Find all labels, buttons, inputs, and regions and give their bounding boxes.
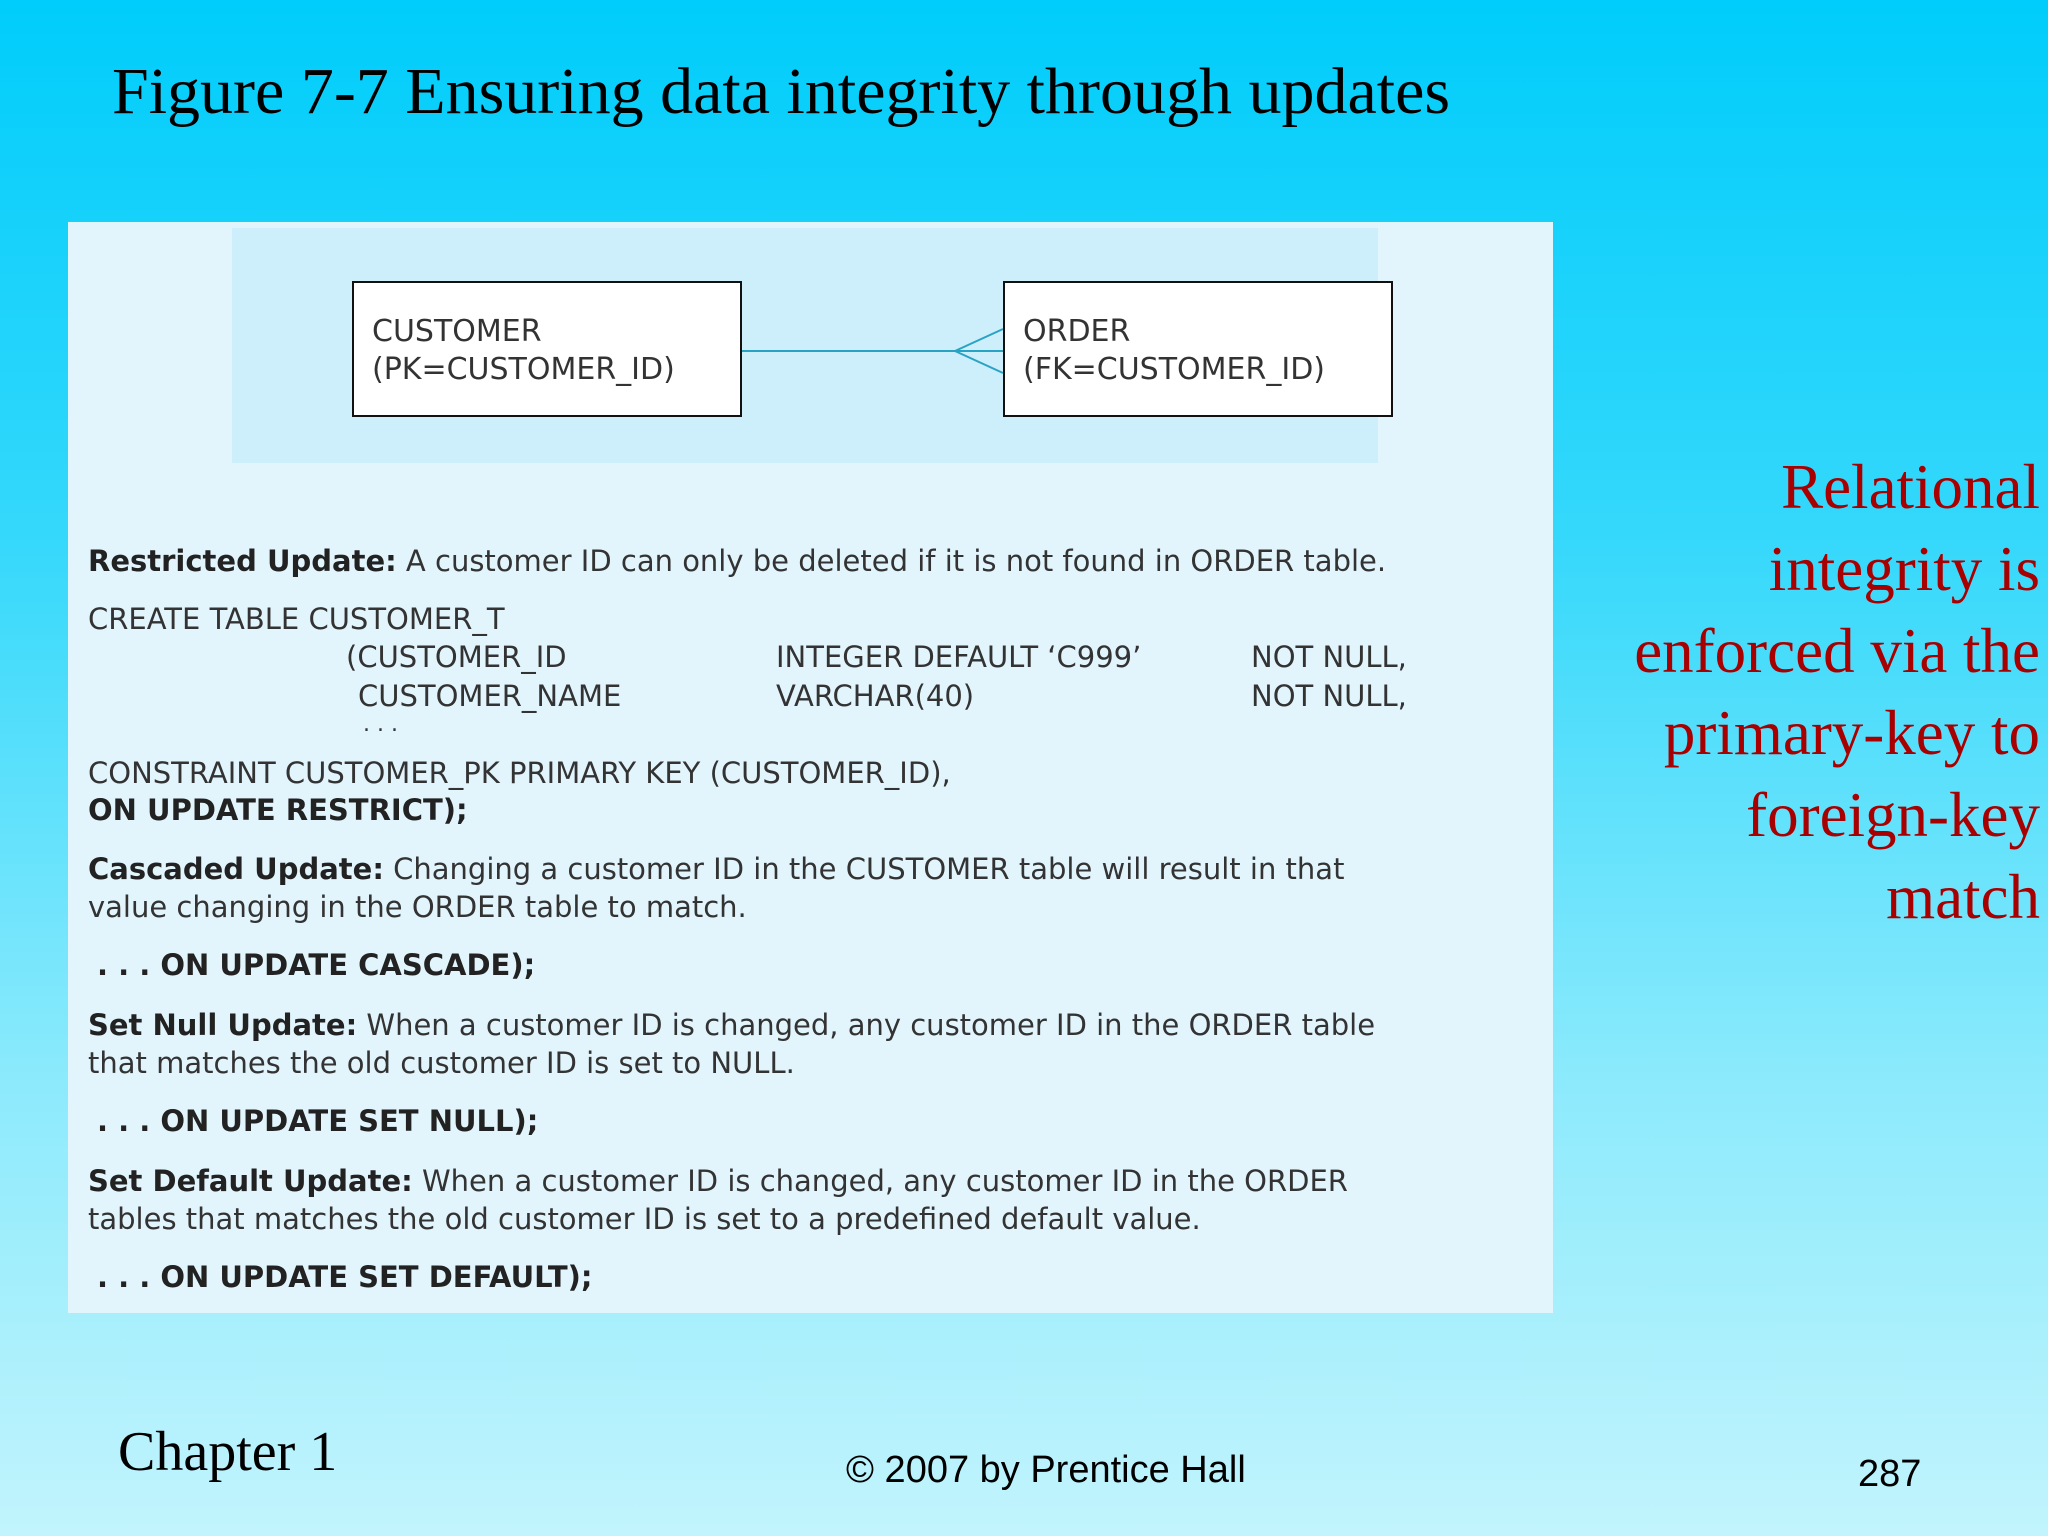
cascaded-update-text-2: value changing in the ORDER table to match. xyxy=(88,890,747,924)
cascaded-update-text-1: Changing a customer ID in the CUSTOMER table will result in that xyxy=(383,852,1345,886)
customer-entity-name: CUSTOMER xyxy=(372,314,542,349)
sql-col2-null: NOT NULL, xyxy=(1251,679,1407,713)
sql-col1-null: NOT NULL, xyxy=(1251,640,1407,674)
customer-entity xyxy=(352,281,742,417)
sql-on-update-restrict: ON UPDATE RESTRICT); xyxy=(88,793,468,827)
set-default-update-text-2: tables that matches the old customer ID is set to a predefined default value. xyxy=(88,1202,1201,1236)
order-entity-key: (FK=CUSTOMER_ID) xyxy=(1023,352,1325,387)
sql-ellipsis: . . . xyxy=(363,712,398,737)
customer-entity-key: (PK=CUSTOMER_ID) xyxy=(372,352,675,387)
cascaded-update-heading: Cascaded Update: xyxy=(88,852,384,886)
restricted-update-description xyxy=(88,542,1386,580)
sql-col1-type: INTEGER DEFAULT ‘C999’ xyxy=(776,640,1142,674)
footer-chapter: Chapter 1 xyxy=(118,1421,338,1483)
crows-foot-lower xyxy=(955,351,1003,373)
set-default-update-heading: Set Default Update: xyxy=(88,1164,413,1198)
restricted-update-heading: Restricted Update: xyxy=(88,544,397,578)
order-entity-name: ORDER xyxy=(1023,314,1131,349)
er-diagram xyxy=(232,228,1378,463)
set-null-update-text-1: When a customer ID is changed, any customer ID in the ORDER table xyxy=(357,1008,1376,1042)
crows-foot-upper xyxy=(955,329,1003,351)
restricted-update-text: A customer ID can only be deleted if it is not found in ORDER table. xyxy=(396,544,1387,578)
on-update-cascade-code: . . . ON UPDATE CASCADE); xyxy=(97,948,536,982)
sql-col1-name: (CUSTOMER_ID xyxy=(346,640,567,674)
set-null-update-text-2: that matches the old customer ID is set to NULL. xyxy=(88,1046,795,1080)
on-update-set-default-code: . . . ON UPDATE SET DEFAULT); xyxy=(97,1260,593,1294)
relational-integrity-note: Relational integrity is enforced via the primary-key to foreign-key match xyxy=(1634,452,2040,932)
on-update-set-null-code: . . . ON UPDATE SET NULL); xyxy=(97,1104,539,1138)
sql-create-table: CREATE TABLE CUSTOMER_T xyxy=(88,602,505,636)
cascaded-update-description xyxy=(88,850,1344,888)
set-null-update-description xyxy=(88,1006,1375,1044)
page-number: 287 xyxy=(1858,1453,1922,1495)
footer-copyright: © 2007 by Prentice Hall xyxy=(846,1449,1246,1491)
slide-title: Figure 7-7 Ensuring data integrity through updates xyxy=(112,55,1451,128)
sql-col2-name: CUSTOMER_NAME xyxy=(358,679,622,713)
set-default-update-text-1: When a customer ID is changed, any customer ID in the ORDER xyxy=(412,1164,1348,1198)
order-entity xyxy=(1003,281,1393,417)
set-null-update-heading: Set Null Update: xyxy=(88,1008,358,1042)
sql-col2-type: VARCHAR(40) xyxy=(776,679,975,713)
set-default-update-description xyxy=(88,1162,1348,1200)
sql-constraint: CONSTRAINT CUSTOMER_PK PRIMARY KEY (CUSTOMER_ID), xyxy=(88,756,951,790)
figure-panel xyxy=(68,222,1553,1313)
